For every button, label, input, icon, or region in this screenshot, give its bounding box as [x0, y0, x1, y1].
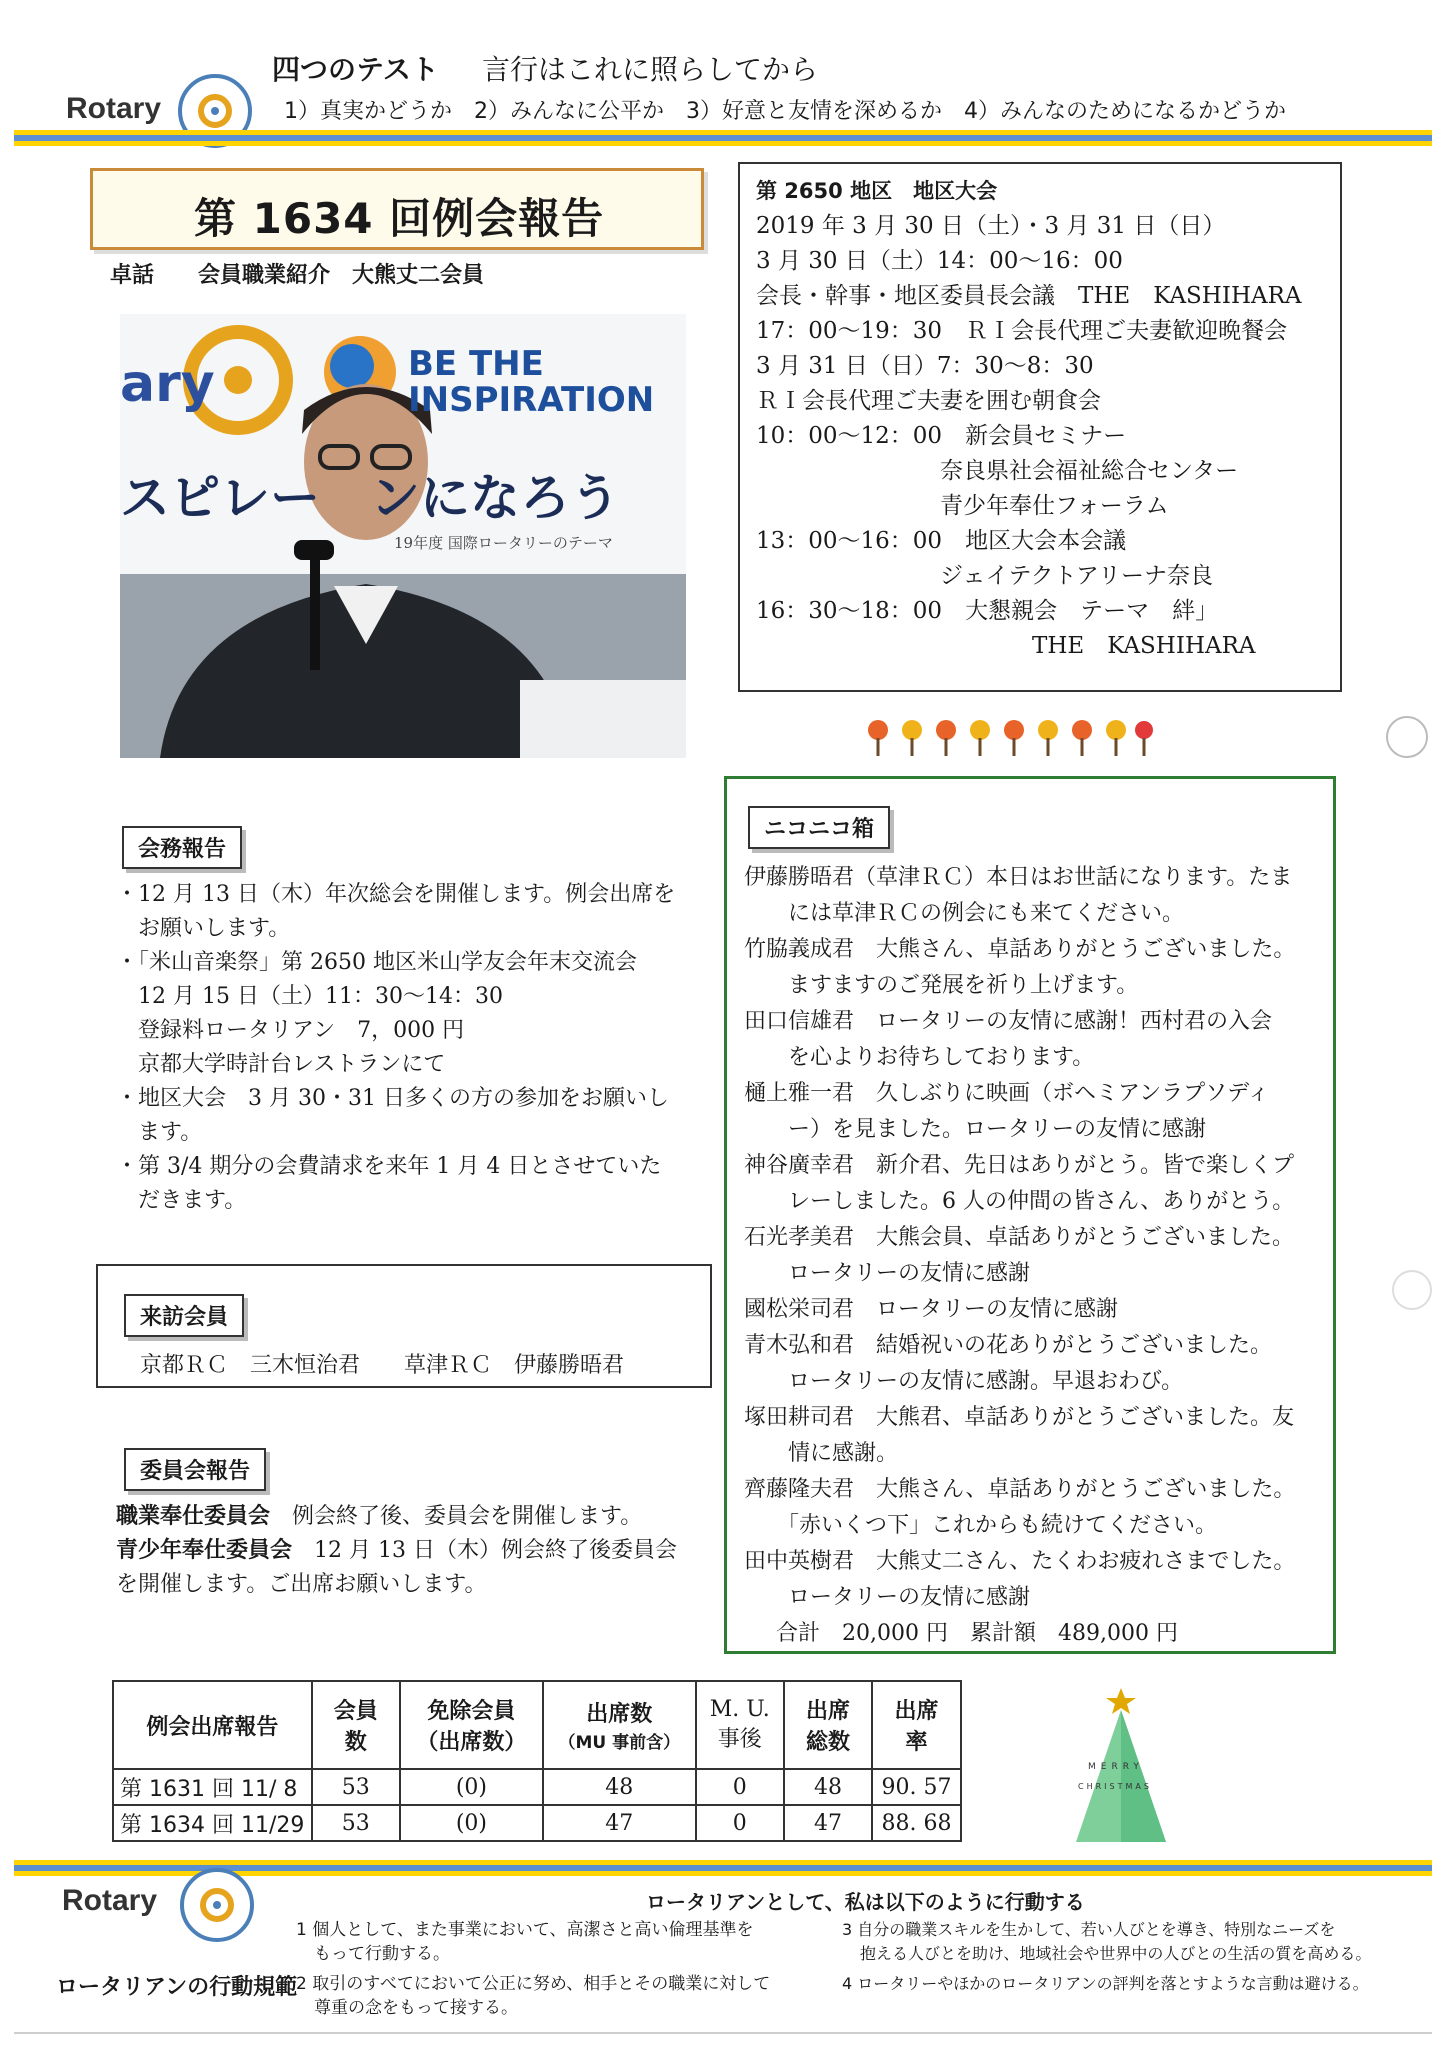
code-item-2 — [296, 1972, 770, 2020]
code-item-text: もって行動する。 — [314, 1944, 450, 1964]
district-line: 3 月 31 日（日）7：30〜8：30 — [756, 353, 1094, 379]
code-title: ロータリアンの行動規範 — [56, 1975, 298, 2000]
four-test-title: 四つのテスト — [272, 53, 439, 86]
header-text: 会員 — [333, 1699, 378, 1724]
code-item-4 — [842, 1972, 1432, 1996]
punch-hole-icon — [1392, 1270, 1432, 1310]
business-line: 登録料ロータリアン 7，000 円 — [116, 1018, 465, 1043]
header-text: （MU 事前含） — [558, 1733, 681, 1753]
nikoniko-line: 情に感謝。 — [744, 1441, 899, 1466]
nikoniko-line: 塚田耕司君 大熊君、卓話ありがとうございました。友 — [744, 1405, 1295, 1430]
business-line: ・第 3/4 期分の会費請求を来年 1 月 4 日とさせていた — [116, 1154, 662, 1179]
punch-hole-icon — [1386, 716, 1428, 758]
district-line: 10：00〜12：00 新会員セミナー — [756, 423, 1127, 449]
header-text: 率 — [905, 1730, 928, 1755]
district-line: 青少年奉仕フォーラム — [756, 493, 1169, 519]
header-text: 免除会員 — [427, 1699, 516, 1724]
banner-small: 19年度 国際ロータリーのテーマ — [394, 534, 613, 552]
cell-rate: 88. 68 — [872, 1805, 961, 1841]
nikoniko-line: 竹脇義成君 大熊さん、卓話ありがとうございました。 — [744, 937, 1296, 962]
business-line: 京都大学時計台レストランにて — [116, 1052, 446, 1077]
business-line: ・12 月 13 日（木）年次総会を開催します。例会出席を — [116, 882, 676, 907]
header-text: 出席 — [894, 1699, 939, 1724]
district-line: 2019 年 3 月 30 日（土）・3 月 31 日（日） — [756, 213, 1226, 239]
row-label: 第 1631 回 11/ 8 — [113, 1769, 312, 1805]
cell-rate: 90. 57 — [872, 1769, 961, 1805]
business-line: だきます。 — [116, 1188, 247, 1213]
nikoniko-line: レーしました。6 人の仲間の皆さん、ありがとう。 — [744, 1189, 1295, 1214]
nikoniko-line: 田口信雄君 ロータリーの友情に感謝！西村君の入会 — [744, 1009, 1273, 1034]
business-tag: 会務報告 — [122, 826, 242, 869]
speech-line: 卓話 会員職業紹介 大熊丈二会員 — [110, 263, 485, 288]
nikoniko-tag: ニコニコ箱 — [748, 806, 890, 849]
nikoniko-line: ロータリーの友情に感謝 — [744, 1585, 1031, 1610]
cell-total: 48 — [784, 1769, 872, 1805]
business-line: ・地区大会 3 月 30・31 日多くの方の参加をお願いし — [116, 1086, 669, 1111]
banner-rotary-text: ary — [120, 354, 215, 414]
nikoniko-total: 合計 20,000 円 累計額 489,000 円 — [776, 1621, 1178, 1646]
code-heading: ロータリアンとして、私は以下のように行動する — [646, 1890, 1085, 1914]
attendance-header — [312, 1681, 400, 1769]
table-row — [113, 1805, 961, 1841]
nikoniko-line: ー）を見ました。ロータリーの友情に感謝 — [744, 1117, 1207, 1142]
nikoniko-line: には草津ＲＣの例会にも来てください。 — [744, 901, 1185, 926]
nikoniko-line: 「赤いくつ下」これからも続けてください。 — [744, 1513, 1218, 1538]
report-title: 第 1634 回例会報告 — [194, 194, 605, 243]
district-line: ジェイテクトアリーナ奈良 — [756, 563, 1214, 589]
district-line: THE KASHIHARA — [756, 633, 1256, 659]
business-body — [116, 878, 675, 1218]
district-line: 17：00〜19：30 ＲＩ会長代理ご夫妻歓迎晩餐会 — [756, 318, 1288, 344]
code-item-text: 抱える人びとを助け、地域社会や世界中の人びとの生活の質を高める。 — [860, 1944, 1372, 1963]
autumn-trees-decoration — [866, 716, 1156, 764]
nikoniko-line: 伊藤勝晤君（草津ＲＣ）本日はお世話になります。たま — [744, 865, 1293, 890]
business-line: お願いします。 — [116, 916, 291, 941]
attendance-header — [784, 1681, 872, 1769]
nikoniko-line: 青木弘和君 結婚祝いの花ありがとうございました。 — [744, 1333, 1273, 1358]
cell-exempt: (0) — [400, 1805, 543, 1841]
district-line: 13：00〜16：00 地区大会本会議 — [756, 528, 1127, 554]
cell-attend: 47 — [543, 1805, 696, 1841]
speaker-photo — [120, 314, 686, 758]
visitors-tag: 来訪会員 — [124, 1294, 244, 1337]
rotary-brand: Rotary — [66, 92, 162, 125]
cell-members: 53 — [312, 1769, 400, 1805]
code-item-text: 1 個人として、また事業において、高潔さと高い倫理基準を — [296, 1920, 754, 1940]
cell-mu: 0 — [696, 1769, 784, 1805]
attendance-header-row — [113, 1681, 961, 1769]
code-item-1 — [296, 1918, 754, 1966]
header-text: 数 — [344, 1730, 367, 1755]
committee-row — [116, 1534, 677, 1568]
business-line: ・「米山音楽祭」第 2650 地区米山学友会年末交流会 — [116, 950, 637, 975]
attendance-header-label: 例会出席報告 — [113, 1681, 312, 1769]
four-test-subtitle: 言行はこれに照らしてから — [482, 53, 819, 86]
nikoniko-line: 國松栄司君 ロータリーの友情に感謝 — [744, 1297, 1119, 1322]
header-text: M. U. — [709, 1697, 770, 1722]
banner-japanese: スピレー ンになろう — [120, 469, 620, 527]
banner-be-the: BE THE — [408, 344, 544, 384]
code-item-text: 4 ロータリーやほかのロータリアンの評判を落とすような言動は避ける。 — [842, 1974, 1369, 1993]
christmas-tree-decoration — [1066, 1680, 1176, 1850]
cell-members: 53 — [312, 1805, 400, 1841]
code-item-text: 3 自分の職業スキルを生かして、若い人びとを導き、特別なニーズを — [842, 1920, 1336, 1939]
district-line: 第 2650 地区 地区大会 — [756, 179, 998, 203]
nikoniko-line: ますますのご発展を祈り上げます。 — [744, 973, 1139, 998]
header-text: 出席数 — [586, 1702, 653, 1727]
code-item-3 — [842, 1918, 1432, 1966]
business-line: ます。 — [116, 1120, 203, 1145]
nikoniko-line: ロータリーの友情に感謝 — [744, 1261, 1031, 1286]
footer-rotary-brand: Rotary — [62, 1884, 158, 1917]
nikoniko-line: を心よりお待ちしております。 — [744, 1045, 1095, 1070]
attendance-header — [872, 1681, 961, 1769]
four-test-items: 1）真実かどうか 2）みんなに公平か 3）好意と友情を深めるか 4）みんなのためになるかどうか — [284, 99, 1286, 124]
tree-text-merry: MERRY — [1088, 1762, 1144, 1772]
banner-inspiration: INSPIRATION — [408, 380, 655, 420]
footer-rotary-wheel-icon — [180, 1868, 254, 1942]
nikoniko-line: 石光孝美君 大熊会員、卓話ありがとうございました。 — [744, 1225, 1295, 1250]
header-stripe-yellow-2 — [14, 141, 1432, 146]
nikoniko-line: 齊藤隆夫君 大熊さん、卓話ありがとうございました。 — [744, 1477, 1296, 1502]
district-line: ＲＩ会長代理ご夫妻を囲む朝食会 — [756, 388, 1101, 414]
attendance-header — [543, 1681, 696, 1769]
footer-bottom-rule — [14, 2032, 1432, 2034]
header-text: 総数 — [805, 1730, 850, 1755]
cell-attend: 48 — [543, 1769, 696, 1805]
committee-text: 12 月 13 日（木）例会終了後委員会 — [292, 1538, 677, 1563]
nikoniko-line: 樋上雅一君 久しぶりに映画（ボヘミアンラプソディ — [744, 1081, 1270, 1106]
committee-row — [116, 1500, 677, 1534]
committee-text: 例会終了後、委員会を開催します。 — [270, 1504, 643, 1529]
row-label: 第 1634 回 11/29 — [113, 1805, 312, 1841]
tree-row-icon — [866, 716, 1156, 760]
table-row — [113, 1769, 961, 1805]
attendance-table — [112, 1680, 962, 1842]
district-line: 16：30〜18：00 大懇親会 テーマ 絆」 — [756, 598, 1219, 624]
nikoniko-line: 田中英樹君 大熊丈二さん、たくわお疲れさまでした。 — [744, 1549, 1296, 1574]
district-line: 会長・幹事・地区委員長会議 THE KASHIHARA — [756, 283, 1302, 309]
code-item-text: 尊重の念をもって接する。 — [314, 1998, 518, 2018]
committee-name: 職業奉仕委員会 — [116, 1504, 271, 1529]
cell-total: 47 — [784, 1805, 872, 1841]
code-item-text: 2 取引のすべてにおいて公正に努め、相手とその職業に対して — [296, 1974, 771, 1994]
visitors-text: 京都ＲＣ 三木恒治君 草津ＲＣ 伊藤勝晤君 — [140, 1353, 625, 1378]
nikoniko-body — [744, 860, 1295, 1616]
nikoniko-line: 神谷廣幸君 新介君、先日はありがとう。皆で楽しくプ — [744, 1153, 1295, 1178]
header-text: 出席 — [805, 1699, 850, 1724]
committee-tag: 委員会報告 — [124, 1448, 266, 1491]
committee-name: 青少年奉仕委員会 — [116, 1538, 293, 1563]
cell-mu: 0 — [696, 1805, 784, 1841]
header-text: 事後 — [717, 1727, 762, 1752]
business-line: 12 月 15 日（土）11：30〜14：30 — [116, 984, 503, 1009]
attendance-header — [400, 1681, 543, 1769]
nikoniko-line: ロータリーの友情に感謝。早退おわび。 — [744, 1369, 1184, 1394]
district-line: 3 月 30 日（土）14：00〜16：00 — [756, 248, 1123, 274]
district-lines — [740, 164, 1340, 664]
committee-body — [116, 1500, 677, 1602]
cell-exempt: (0) — [400, 1769, 543, 1805]
tree-text-christmas: CHRISTMAS — [1078, 1782, 1152, 1791]
district-line: 奈良県社会福祉総合センター — [756, 458, 1239, 484]
committee-row: を開催します。ご出席お願いします。 — [116, 1572, 487, 1597]
district-box — [738, 162, 1342, 692]
attendance-header — [696, 1681, 784, 1769]
header-text: （出席数） — [416, 1730, 527, 1755]
